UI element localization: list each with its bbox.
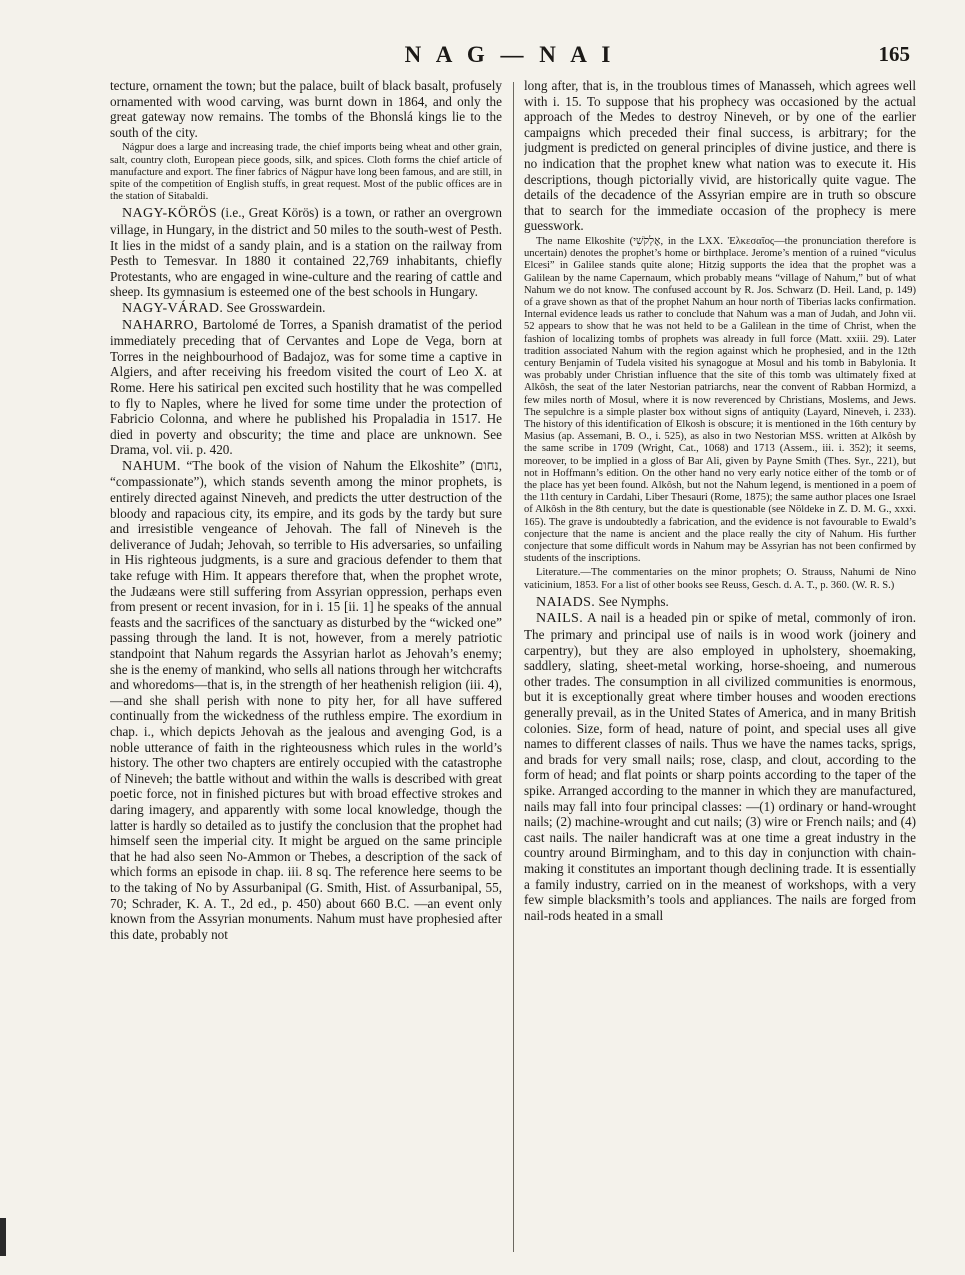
scan-edge-mark	[0, 1218, 6, 1256]
page-number: 165	[878, 42, 910, 66]
footnote-paragraph	[110, 142, 502, 203]
entry-headword: NAHARRO,	[122, 317, 198, 333]
entry-paragraph	[524, 610, 916, 923]
entry-paragraph	[524, 594, 916, 611]
paragraph-text: See Nymphs.	[595, 593, 669, 609]
entry-paragraph	[110, 458, 502, 942]
paragraph-text: Literature.—The commentaries on the minor prophets; O. Strauss, Nahumi de Nino vaticinium, 1853. For a list of other books see Reuss, Gesch. d. A. T., p. 360. (W. R. S.)	[524, 567, 916, 591]
footnote-paragraph	[524, 567, 916, 591]
entry-headword: NAGY-KÖRÖS	[122, 206, 218, 222]
entry-paragraph	[110, 317, 502, 458]
right-column	[524, 78, 916, 1258]
paragraph-text: Bartolomé de Torres, a Spanish dramatist of the period immediately preceding that of Cervantes and Lope de Vega, born at Torres in the neighbourhood of Badajoz, was for some time a captive in Algiers, and after receiving his freedom visited the court of Leo X. at Rome. Here his satirical pen excited such hostility that he was compelled to fly to Naples, where he lived for some time under the protection of Fabricio Colonna, and where he published his Propaladia in 1517. He died in poverty and obscurity; the time and place are unknown. See Drama, vol. vii. p. 420.	[110, 316, 502, 458]
column-divider	[513, 82, 514, 1252]
running-title: N A G — N A I	[404, 42, 616, 67]
continued-paragraph	[110, 78, 502, 140]
paragraph-text: See Grosswardein.	[223, 299, 326, 315]
entry-paragraph	[110, 300, 502, 317]
paragraph-text: long after, that is, in the troublous times of Manasseh, which agrees well with i. 15. To suppose that his prophecy was occasioned by the actual approach of the Medes to destroy Nineveh, or by one of the earlier campaigns which preceded their final success, is arbitrary; for the judgment is predicted on general principles of divine justice, and there is no indication that the prophet knew what nation was to execute it. His descriptions, though pictorially vivid, are historically quite vague. The details of the decadence of the Assyrian empire are in truth so obscure that to search for the immediate occasion of the prophecy is mere guesswork.	[524, 78, 916, 234]
entry-headword: NAILS.	[536, 611, 584, 627]
paragraph-text: “The book of the vision of Nahum the Elkoshite” (נחום, “compassionate”), which stands seventh among the minor prophets, is entirely directed against Nineveh, and predicts the utter destruction of the bloody and rapacious city, its empire, and its gods by the tardy but sure and irresistible vengeance of Jehovah. The fall of Nineveh is the deliverance of Judah; Jehovah, so terrible to His adversaries, so unfailing in His righteous judgments, is a sure and gracious defender to them that take refuge with Him. It appears therefore that, when the prophet wrote, the Judæans were still suffering from Assyrian oppression, perhaps even from present or recent invasion, for in i. 15 [ii. 1] he speaks of the annual feasts and the sacrifices of the sanctuary as disturbed by the “wicked one” passing through the land. It is not, however, from a merely patriotic standpoint that Nahum regards the Assyrian harlot as Jehovah’s enemy; she is the enemy of mankind, who sells all nations through her witchcrafts and whoredoms—that is, in the strength of her heathenish religion (iii. 4),—and she shall perish with none to pity her, for all have suffered continually from the wickedness of the ruthless empire. The exordium in chap. i., which depicts Jehovah as the jealous and avenging God, is a noble utterance of faith in the righteousness which rules in the world’s history. The other two chapters are entirely occupied with the catastrophe of Nineveh; the battle without and within the walls is described with great poetic force, not in finished pictures but with broad effective strokes and daring imagery, and apparently with some local knowledge, though the latter is hardly so detailed as to justify the conclusion that the prophet had himself seen the imperial city. It might be argued on the same principle that he had also seen No-Ammon or Thebes, a description of the sack of which forms an episode in chap. iii. 8 sq. The reference here seems to be to the taking of No by Assurbanipal (G. Smith, Hist. of Assurbanipal, 55, 70; Schrader, K. A. T., 2d ed., p. 450) about 660 B.C. —an event only known from the Assyrian monuments. Nahum must have prophesied after this date, probably not	[110, 457, 502, 942]
paragraph-text: (i.e., Great Körös) is a town, or rather an overgrown village, in Hungary, in the district and 50 miles to the south-west of Pesth. It lies in the midst of a sandy plain, and is a station on the railway from Pesth to Temesvar. In 1880 it contained 22,769 inhabitants, chiefly Protestants, who are engaged in wine-culture and the rearing of cattle and sheep. Its gymnasium is esteemed one of the best schools in Hungary.	[110, 205, 502, 300]
entry-headword: NAGY-VÁRAD.	[122, 300, 224, 316]
paragraph-text: Nágpur does a large and increasing trade, the chief imports being wheat and other grain, salt, country cloth, European piece goods, silk, and spices. Cloth forms the chief article of manufacture and export. The finer fabrics of Nágpur have long been famous, and are still, in spite of the competition of English stuffs, in great request. Most of the public offices are in the station of Sitabaldi.	[110, 142, 502, 203]
entry-headword: NAHUM.	[122, 458, 181, 474]
entry-paragraph	[110, 205, 502, 300]
continued-paragraph	[524, 78, 916, 234]
paragraph-text: The name Elkoshite (אֶלְקֹשִׁי, in the LXX. Ἐλκεσαῖος—the pronunciation therefore is uncertain) denotes the prophet’s home or birthplace. Jerome’s mention of a ruined “viculus Elcesi” in Galilee stands quite alone; Hitzig supports the idea that the prophet was a Galilean by the name Capernaum, which probably means “village of Nahum,” but of what Nahum we do not know. The confused account by R. Jos. Schwarz (D. Heil. Land, p. 149) of a grave shown as that of the prophet Nahum an hour north of Tiberias lacks confirmation. Internal evidence leads us rather to conclude that Nahum was a man of Judah, and John vii. 52 appears to show that he was not held to be a Galilean in the time of Christ, when the fashion of localizing tombs of prophets was already in full force (Matt. xxiii. 29). Later tradition associated Nahum with the region against which he prophesied, and in the 12th century Benjamin of Tudela visited his synagogue at Mosul and his tomb in Babylonia. It was probably under Christian influence that the site of this tomb was ultimately fixed at Alkôsh, the seat of the later Nestorian patriarchs, near the convent of Rabban Hormizd, a few miles north of Mosul, where it is now reverenced by Christians, Moslems, and Jews. The sepulchre is a simple plaster box without signs of antiquity (Layard, Nineveh, i. 233). The history of this identification of Elkosh is obscure; it is mentioned in the 16th century by Masius (ap. Assemani, B. O., i. 525), as also in two Nestorian MSS. written at Alkôsh by the same scribe in 1709 (Wright, Cat., 1068) and 1713 (Assem., iii. i. 352); it seems, moreover, to be implied in a gloss of Bar Ali, given by Payne Smith (Thes. Syr., 221), but not in Hoffmann’s edition. On the other hand no very early notice either of the tomb or of the place has yet been found. Alkôsh, but not the Nahum legend, is mentioned in a poem of the 11th century in Cardahi, Liber Thesauri (Rome, 1875); the same author places one Israel of Alkôsh in the 8th century, but the date is questionable (see Nöldeke in Z. D. M. G., xxxi. 165). The grave is undoubtedly a fabrication, and the evidence is not favourable to Ewald’s conjecture that the name is ancient and the place really the city of Nahum. His further conjecture that some difficult words in Nahum may be Assyrian has not been confirmed by students of the inscriptions.	[524, 235, 916, 565]
footnote-paragraph	[524, 236, 916, 565]
running-head	[110, 42, 910, 72]
left-column	[110, 78, 502, 1258]
paragraph-text: tecture, ornament the town; but the palace, built of black basalt, profusely ornamented with wood carving, was burnt down in 1864, and only the great gateway now remains. The tombs of the Bhonslá kings lie to the south of the city.	[110, 78, 502, 140]
paragraph-text: A nail is a headed pin or spike of metal, commonly of iron. The primary and principal use of nails is in wood work (joinery and carpentry), but they are also employed in upholstery, shoemaking, saddlery, slating, sheet-metal working, horse-shoeing, and numerous other trades. The consumption in all civilized communities is enormous, but it is exceptionally great where timber houses and wooden erections generally prevail, as in the United States of America, and in many British colonies. Size, form of head, nature of point, and special uses all give names to different classes of nails. Thus we have the names tacks, sprigs, and brads for very small nails; rose, clasp, and clout, according to the form of head; and flat points or sharp points according to the taper of the spike. Arranged according to the manner in which they are manufactured, nails may fall into four principal classes: —(1) ordinary or hand-wrought nails; (2) machine-wrought and cut nails; (3) wire or French nails; and (4) cast nails. The nailer handicraft was at one time a great industry in the country around Birmingham, and to this day in conjunction with chain-making it constitutes an important though declining trade. It is essentially a family industry, carried on in the meanest of workshops, with a very few simple blacksmith’s tools and appliances. The nails are forged from nail-rods heated in a small	[524, 610, 916, 923]
entry-headword: NAIADS.	[536, 594, 596, 610]
